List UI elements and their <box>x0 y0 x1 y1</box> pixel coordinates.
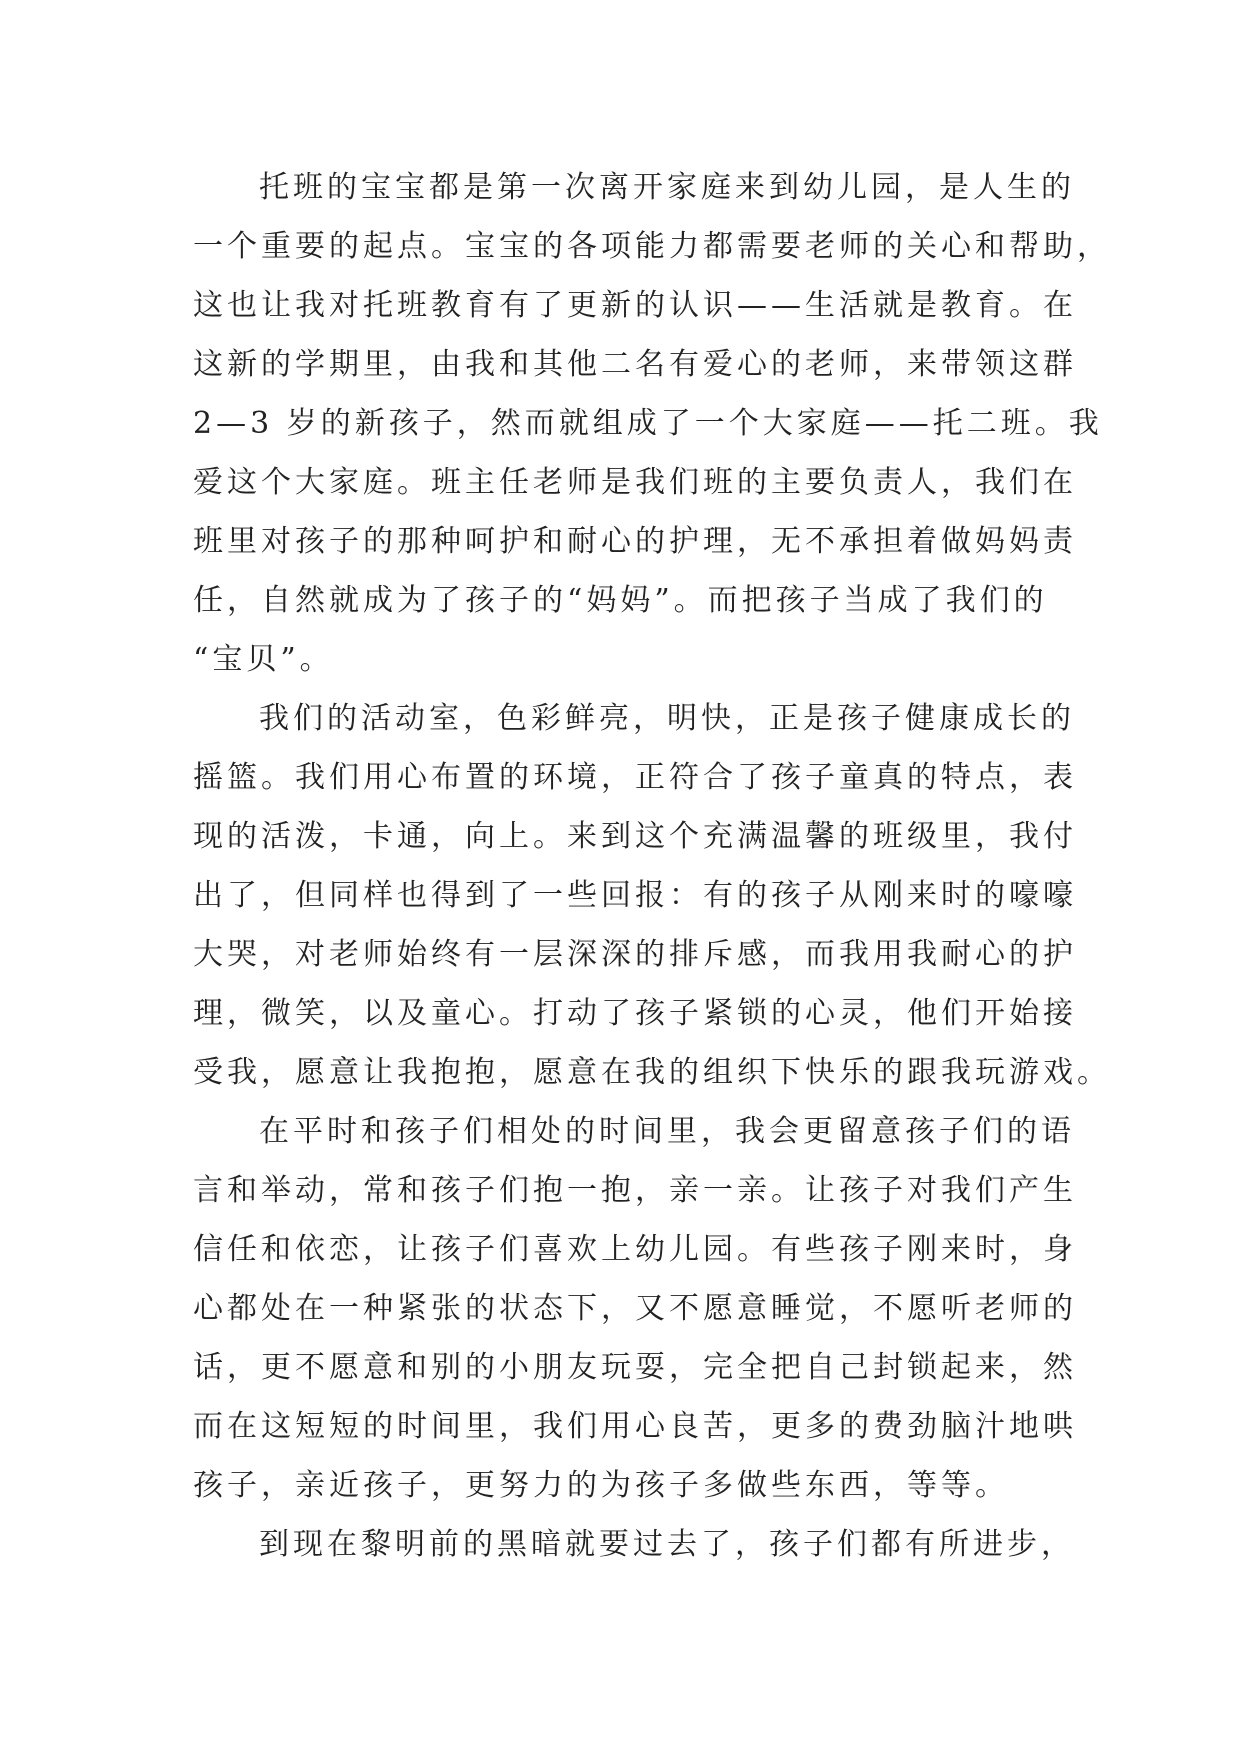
text-line: 出了，但同样也得到了一些回报：有的孩子从刚来时的嚎嚎 <box>193 878 1077 913</box>
text-line: 在平时和孩子们相处的时间里，我会更留意孩子们的语 <box>259 1114 1075 1149</box>
text-line: 任，自然就成为了孩子的“妈妈”。而把孩子当成了我们的 <box>193 583 1048 618</box>
text-line: 班里对孩子的那种呵护和耐心的护理，无不承担着做妈妈责 <box>193 524 1077 559</box>
body-text <box>193 158 1111 1574</box>
text-line: 摇篮。我们用心布置的环境，正符合了孩子童真的特点，表 <box>193 760 1077 795</box>
text-line: 托班的宝宝都是第一次离开家庭来到幼儿园，是人生的 <box>259 170 1075 205</box>
text-line: 到现在黎明前的黑暗就要过去了，孩子们都有所进步， <box>259 1527 1075 1562</box>
text-line: 受我，愿意让我抱抱，愿意在我的组织下快乐的跟我玩游戏。 <box>193 1055 1111 1090</box>
text-line: 心都处在一种紧张的状态下，又不愿意睡觉，不愿听老师的 <box>193 1291 1077 1326</box>
text-line: 2—3 岁的新孩子，然而就组成了一个大家庭——托二班。我 <box>193 406 1103 441</box>
text-line: 这新的学期里，由我和其他二名有爱心的老师，来带领这群 <box>193 347 1077 382</box>
text-line: 言和举动，常和孩子们抱一抱，亲一亲。让孩子对我们产生 <box>193 1173 1077 1208</box>
text-line: 爱这个大家庭。班主任老师是我们班的主要负责人，我们在 <box>193 465 1077 500</box>
text-line: 话，更不愿意和别的小朋友玩耍，完全把自己封锁起来，然 <box>193 1350 1077 1385</box>
text-line: 理，微笑，以及童心。打动了孩子紧锁的心灵，他们开始接 <box>193 996 1077 1031</box>
text-line: 而在这短短的时间里，我们用心良苦，更多的费劲脑汁地哄 <box>193 1409 1077 1444</box>
text-line: 孩子，亲近孩子，更努力的为孩子多做些东西，等等。 <box>193 1468 1009 1503</box>
text-line: 我们的活动室，色彩鲜亮，明快，正是孩子健康成长的 <box>259 701 1075 736</box>
text-line: 这也让我对托班教育有了更新的认识——生活就是教育。在 <box>193 288 1077 323</box>
text-line: “宝贝”。 <box>193 642 334 677</box>
text-line: 现的活泼，卡通，向上。来到这个充满温馨的班级里，我付 <box>193 819 1077 854</box>
text-line: 信任和依恋，让孩子们喜欢上幼儿园。有些孩子刚来时，身 <box>193 1232 1077 1267</box>
text-line: 大哭，对老师始终有一层深深的排斥感，而我用我耐心的护 <box>193 937 1077 972</box>
text-line: 一个重要的起点。宝宝的各项能力都需要老师的关心和帮助， <box>193 229 1111 264</box>
